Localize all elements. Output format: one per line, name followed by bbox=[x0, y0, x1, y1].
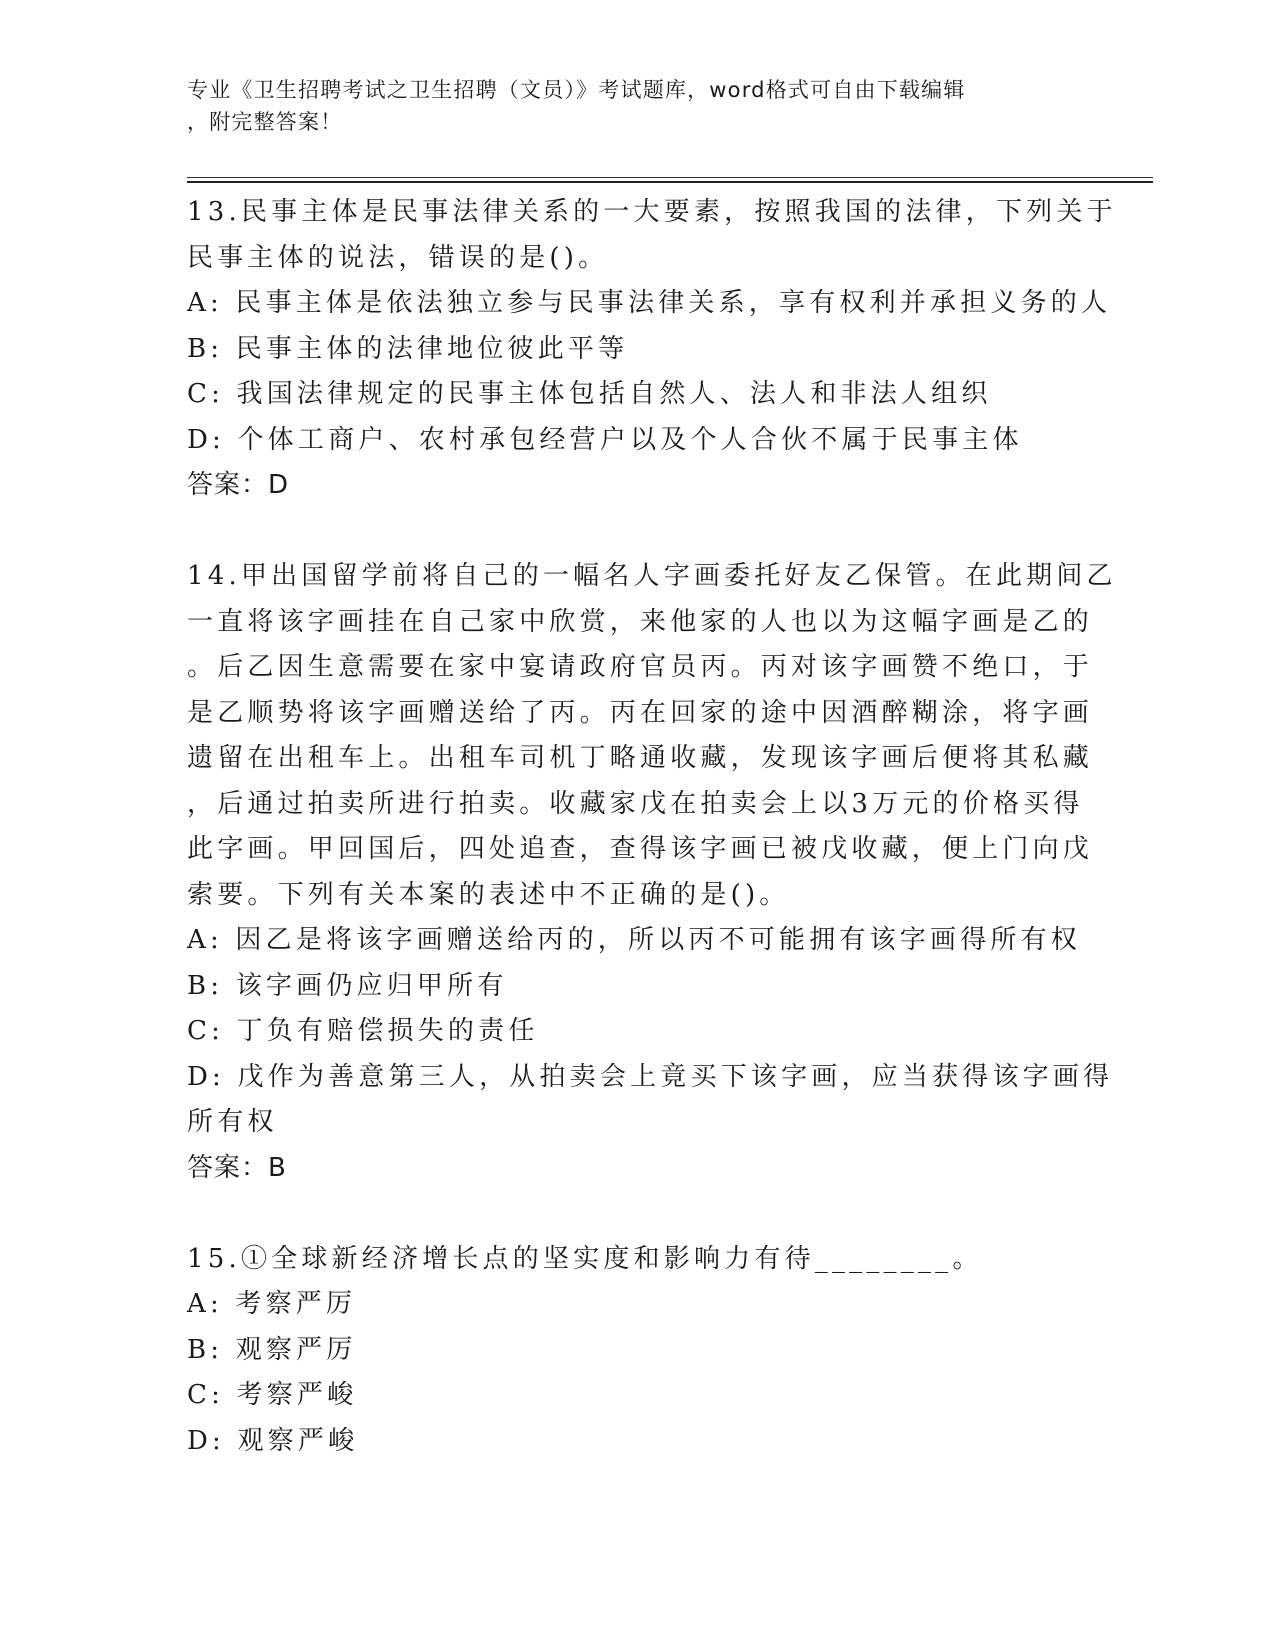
question-15-option-d: D: 观察严峻 bbox=[187, 1425, 359, 1456]
question-14-option-a: A: 因乙是将该字画赠送给丙的，所以丙不可能拥有该字画得所有权 bbox=[187, 925, 1082, 955]
question-14-stem-line-5: 遗留在出租车上。出租车司机丁略通收藏，发现该字画后便将其私藏 bbox=[187, 743, 1094, 773]
header-rule-thick bbox=[187, 181, 1153, 183]
header-rule-thin bbox=[187, 177, 1153, 178]
question-14-stem-line-8: 索要。下列有关本案的表述中不正确的是()。 bbox=[187, 879, 790, 910]
spacer bbox=[187, 1191, 1087, 1237]
question-14-option-c: C: 丁负有赔偿损失的责任 bbox=[187, 1016, 539, 1046]
question-14-answer: 答案：B bbox=[187, 1152, 287, 1183]
question-15-option-c: C: 考察严峻 bbox=[187, 1380, 358, 1410]
question-14-stem-line-6: ，后通过拍卖所进行拍卖。收藏家戊在拍卖会上以3万元的价格买得 bbox=[187, 788, 1084, 819]
question-14-option-d-line-2: 所有权 bbox=[187, 1107, 278, 1137]
question-13-answer: 答案：D bbox=[187, 470, 290, 500]
question-15-option-b: B: 观察严厉 bbox=[187, 1334, 357, 1365]
question-13-stem-line-2: 民事主体的说法，错误的是()。 bbox=[187, 242, 609, 273]
spacer bbox=[187, 509, 1087, 555]
question-13-option-a: A: 民事主体是依法独立参与民事法律关系，享有权利并承担义务的人 bbox=[187, 288, 1112, 318]
question-15-option-a: A: 考察严厉 bbox=[187, 1289, 357, 1319]
question-13-option-c: C: 我国法律规定的民事主体包括自然人、法人和非法人组织 bbox=[187, 379, 992, 409]
document-header bbox=[187, 74, 1087, 138]
question-13-stem-line-1: 13.民事主体是民事法律关系的一大要素，按照我国的法律，下列关于 bbox=[187, 197, 1117, 227]
question-15-stem-line-1: 15.①全球新经济增长点的坚实度和影响力有待________。 bbox=[187, 1243, 983, 1274]
question-14-stem-line-1: 14.甲出国留学前将自己的一幅名人字画委托好友乙保管。在此期间乙 bbox=[187, 561, 1117, 591]
question-14-stem-line-4: 是乙顺势将该字画赠送给了丙。丙在回家的途中因酒醉糊涂，将字画 bbox=[187, 697, 1094, 728]
question-14 bbox=[187, 554, 1117, 1191]
question-14-stem-line-3: 。后乙因生意需要在家中宴请政府官员丙。丙对该字画赞不绝口，于 bbox=[187, 652, 1094, 682]
question-14-stem-line-2: 一直将该字画挂在自己家中欣赏，来他家的人也以为这幅字画是乙的 bbox=[187, 606, 1094, 637]
question-14-option-b: B: 该字画仍应归甲所有 bbox=[187, 970, 508, 1001]
question-list bbox=[187, 190, 1117, 1464]
question-13 bbox=[187, 190, 1117, 509]
question-14-stem-line-7: 此字画。甲回国后，四处追查，查得该字画已被戊收藏，便上门向戊 bbox=[187, 834, 1094, 864]
question-15 bbox=[187, 1237, 1087, 1465]
header-line-2: ，附完整答案！ bbox=[187, 110, 343, 134]
question-13-option-d: D: 个体工商户、农村承包经营户以及个人合伙不属于民事主体 bbox=[187, 424, 1023, 455]
question-13-option-b: B: 民事主体的法律地位彼此平等 bbox=[187, 333, 629, 364]
question-14-option-d-line-1: D: 戊作为善意第三人，从拍卖会上竟买下该字画，应当获得该字画得 bbox=[187, 1061, 1114, 1092]
header-line-1: 专业《卫生招聘考试之卫生招聘（文员）》考试题库，word格式可自由下载编辑 bbox=[187, 78, 966, 102]
